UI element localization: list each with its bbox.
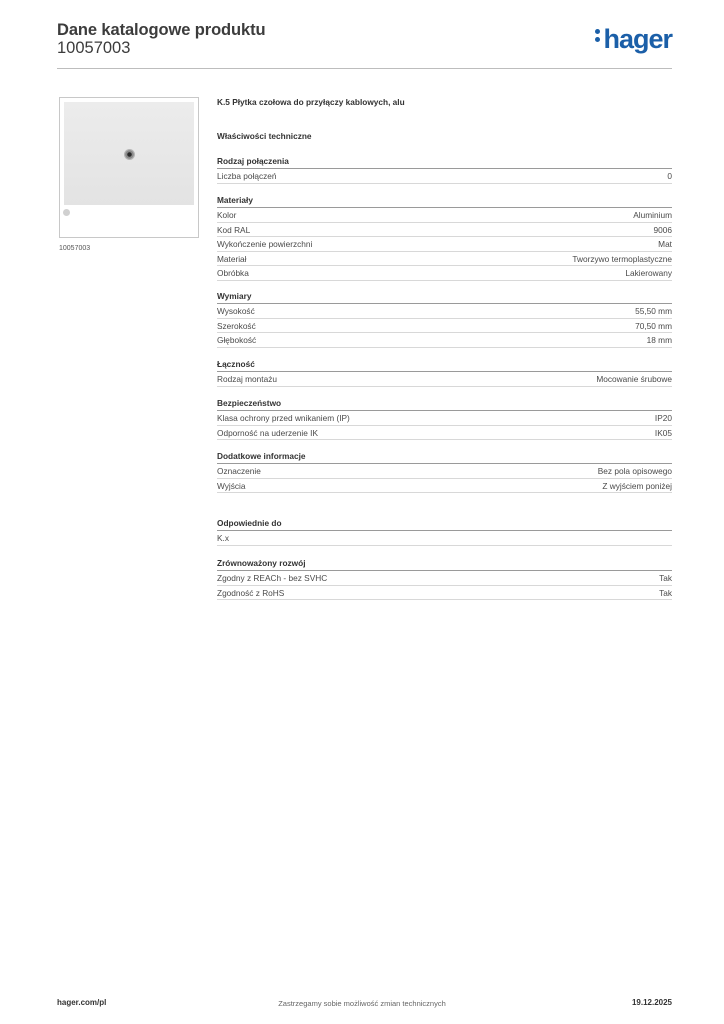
spec-value: 0 <box>667 171 672 181</box>
logo-colon-icon <box>595 26 601 45</box>
spec-group-materials <box>217 194 672 281</box>
header-divider <box>57 68 672 69</box>
spec-row <box>217 479 672 494</box>
spec-value: Aluminium <box>633 210 672 220</box>
spec-label: Zgodność z RoHS <box>217 587 285 598</box>
spec-label: Klasa ochrony przed wnikaniem (IP) <box>217 413 350 423</box>
footer-date: 19.12.2025 <box>631 998 672 1007</box>
spec-group-title: Łączność <box>217 358 672 372</box>
spec-value: Mat <box>658 239 672 249</box>
spec-group-suitable-for <box>217 517 672 546</box>
product-image-caption: 10057003 <box>59 245 91 252</box>
spec-label: Liczba połączeń <box>217 171 277 181</box>
spec-row <box>217 223 672 238</box>
spec-group-title: Dodatkowe informacje <box>217 450 672 464</box>
spec-value: 18 mm <box>646 335 672 345</box>
spec-value: Z wyjściem poniżej <box>602 480 672 491</box>
spec-label: Wysokość <box>217 306 255 316</box>
spec-value: 70,50 mm <box>635 320 672 331</box>
spec-group-title: Odpowiednie do <box>217 517 672 531</box>
spec-label: K.x <box>217 533 229 543</box>
spec-row <box>217 169 672 184</box>
spec-value: IK05 <box>654 427 672 438</box>
product-number: 10057003 <box>57 39 131 57</box>
spec-label: Materiał <box>217 253 247 264</box>
spec-row <box>217 531 672 546</box>
footer-website-link[interactable]: hager.com/pl <box>57 998 107 1007</box>
spec-row <box>217 208 672 223</box>
footer-disclaimer: Zastrzegamy sobie możliwość zmian technicznych <box>278 999 446 1008</box>
spec-row <box>217 237 672 252</box>
spec-label: Głębokość <box>217 335 257 345</box>
spec-value: 9006 <box>653 224 672 235</box>
spec-label: Kolor <box>217 210 237 220</box>
spec-value: Mocowanie śrubowe <box>596 374 672 384</box>
spec-row <box>217 586 672 601</box>
spec-group-sustainability <box>217 557 672 600</box>
spec-group-title: Materiały <box>217 194 672 208</box>
spec-row <box>217 304 672 319</box>
spec-group-dimensions <box>217 290 672 348</box>
spec-label: Oznaczenie <box>217 466 261 476</box>
spec-group-connection <box>217 155 672 184</box>
logo-text: hager <box>603 24 672 54</box>
spec-value: IP20 <box>654 413 672 423</box>
spec-row <box>217 411 672 426</box>
plate-cable-hole <box>124 149 135 160</box>
spec-label: Rodzaj montażu <box>217 374 277 384</box>
spec-row <box>217 464 672 479</box>
spec-label: Wyjścia <box>217 480 246 491</box>
spec-label: Odporność na uderzenie IK <box>217 427 319 438</box>
product-name: K.5 Płytka czołowa do przyłączy kablowych, alu <box>217 97 405 107</box>
spec-row <box>217 372 672 387</box>
spec-row <box>217 426 672 441</box>
document-title: Dane katalogowe produktu <box>57 21 266 39</box>
product-image <box>59 97 199 238</box>
spec-row <box>217 266 672 281</box>
hager-logo <box>595 26 672 53</box>
spec-value: Tak <box>659 587 672 598</box>
spec-group-connectivity <box>217 358 672 387</box>
spec-label: Kod RAL <box>217 224 251 235</box>
spec-group-title: Zrównoważony rozwój <box>217 557 672 571</box>
spec-row <box>217 571 672 586</box>
spec-value: 55,50 mm <box>635 306 672 316</box>
spec-group-safety <box>217 397 672 440</box>
spec-row <box>217 252 672 267</box>
spec-group-title: Wymiary <box>217 290 672 304</box>
spec-label: Szerokość <box>217 320 256 331</box>
spec-value: Tworzywo termoplastyczne <box>572 253 672 264</box>
spec-label: Obróbka <box>217 268 249 278</box>
gallery-dot-icon[interactable] <box>63 209 70 216</box>
spec-row <box>217 333 672 348</box>
spec-value: Tak <box>659 573 672 583</box>
spec-value: Bez pola opisowego <box>597 466 672 476</box>
spec-value: Lakierowany <box>625 268 672 278</box>
spec-group-title: Bezpieczeństwo <box>217 397 672 411</box>
spec-row <box>217 319 672 334</box>
spec-label: Wykończenie powierzchni <box>217 239 313 249</box>
technical-properties-heading: Właściwości techniczne <box>217 131 312 141</box>
spec-group-additional-info <box>217 450 672 493</box>
cover-plate-image <box>64 102 194 205</box>
spec-group-title: Rodzaj połączenia <box>217 155 672 169</box>
spec-label: Zgodny z REACh - bez SVHC <box>217 573 328 583</box>
